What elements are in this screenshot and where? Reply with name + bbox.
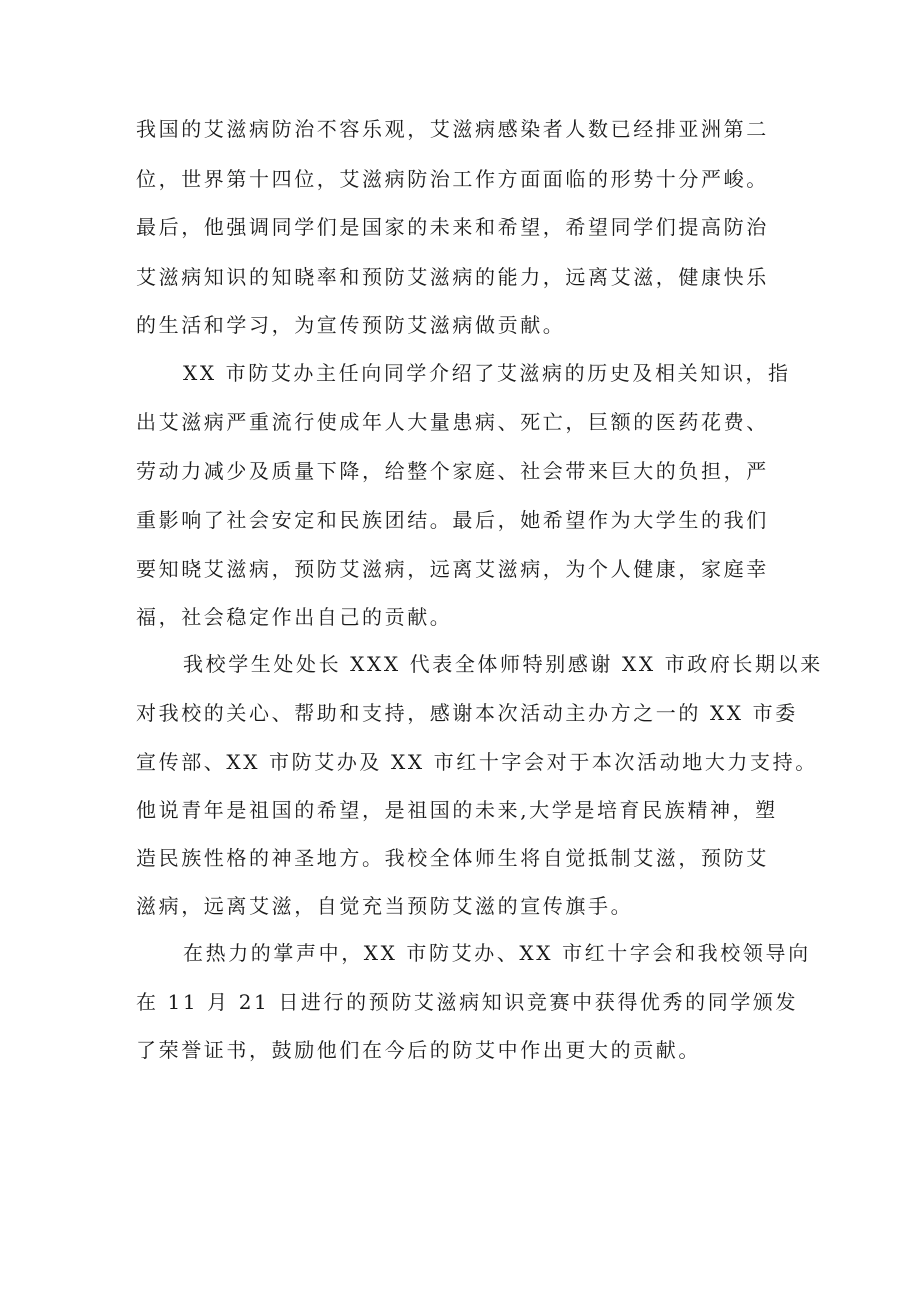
paragraph-2-line-2: 出艾滋病严重流行使成年人大量患病、死亡，巨额的医药花费、 bbox=[136, 410, 769, 434]
paragraph-2-line-3: 劳动力减少及质量下降，给整个家庭、社会带来巨大的负担，严 bbox=[136, 459, 769, 483]
paragraph-4-line-1: 在热力的掌声中，XX 市防艾办、XX 市红十字会和我校领导向 bbox=[183, 941, 811, 965]
paragraph-1-line-4: 艾滋病知识的知晓率和预防艾滋病的能力，远离艾滋，健康快乐 bbox=[136, 265, 769, 289]
paragraph-3-line-6: 滋病，远离艾滋，自觉充当预防艾滋的宣传旗手。 bbox=[136, 894, 634, 918]
paragraph-3-line-2: 对我校的关心、帮助和支持，感谢本次活动主办方之一的 XX 市委 bbox=[136, 701, 798, 725]
paragraph-2-line-1: XX 市防艾办主任向同学介绍了艾滋病的历史及相关知识，指 bbox=[183, 361, 791, 385]
paragraph-2-line-4: 重影响了社会安定和民族团结。最后，她希望作为大学生的我们 bbox=[136, 508, 769, 532]
paragraph-2-line-5: 要知晓艾滋病，预防艾滋病，远离艾滋病，为个人健康，家庭幸 bbox=[136, 557, 769, 581]
paragraph-4-line-2: 在 11 月 21 日进行的预防艾滋病知识竞赛中获得优秀的同学颁发 bbox=[136, 990, 799, 1014]
paragraph-1-line-5: 的生活和学习，为宣传预防艾滋病做贡献。 bbox=[136, 313, 566, 337]
paragraph-2-line-6: 福，社会稳定作出自己的贡献。 bbox=[136, 605, 453, 629]
paragraph-1-line-2: 位，世界第十四位，艾滋病防治工作方面面临的形势十分严峻。 bbox=[136, 167, 769, 191]
paragraph-3-line-5: 造民族性格的神圣地方。我校全体师生将自觉抵制艾滋，预防艾 bbox=[136, 846, 769, 870]
paragraph-1-line-1: 我国的艾滋病防治不容乐观，艾滋病感染者人数已经排亚洲第二 bbox=[136, 117, 769, 141]
paragraph-3-line-3: 宣传部、XX 市防艾办及 XX 市红十字会对于本次活动地大力支持。 bbox=[136, 750, 818, 774]
paragraph-1-line-3: 最后，他强调同学们是国家的未来和希望，希望同学们提高防治 bbox=[136, 215, 769, 239]
paragraph-4-line-3: 了荣誉证书，鼓励他们在今后的防艾中作出更大的贡献。 bbox=[136, 1038, 701, 1062]
paragraph-3-line-1: 我校学生处处长 XXX 代表全体师特别感谢 XX 市政府长期以来 bbox=[183, 652, 823, 676]
paragraph-3-line-4: 他说青年是祖国的希望，是祖国的未来,大学是培育民族精神，塑 bbox=[136, 798, 778, 822]
